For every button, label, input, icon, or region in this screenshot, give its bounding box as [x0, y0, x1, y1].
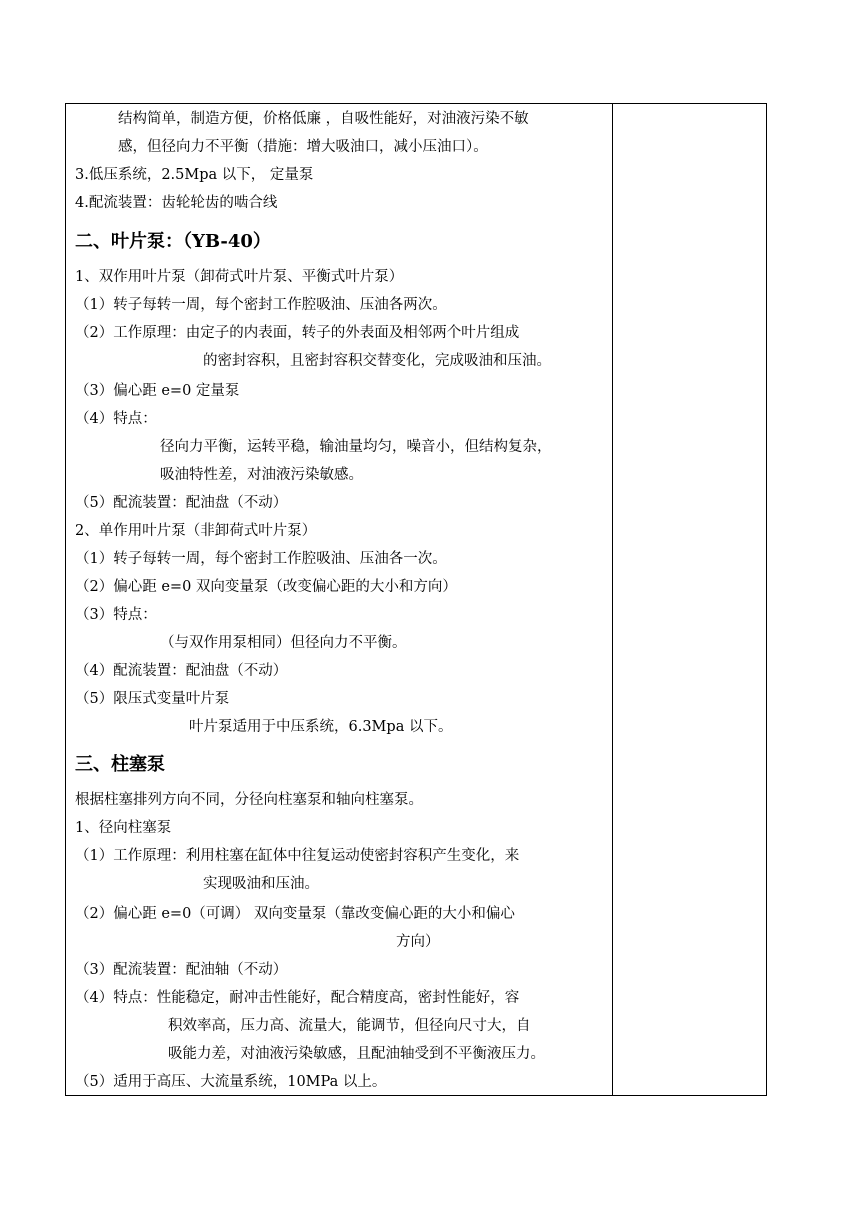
text-line: 径向力平衡，运转平稳，输油量均匀，噪音小，但结构复杂， [160, 439, 552, 455]
text-line: （3）特点： [75, 607, 157, 623]
text-line: 4.配流装置：齿轮轮齿的啮合线 [75, 195, 278, 211]
section-heading-vane-pump: 二、叶片泵：（YB-40） [75, 231, 271, 252]
text-line: （4）特点：性能稳定，耐冲击性能好，配合精度高，密封性能好，容 [75, 990, 520, 1006]
text-line: 吸能力差，对油液污染敏感，且配油轴受到不平衡液压力。 [168, 1046, 545, 1062]
text-line: 根据柱塞排列方向不同，分径向柱塞泵和轴向柱塞泵。 [75, 792, 423, 808]
text-line: 的密封容积，且密封容积交替变化，完成吸油和压油。 [203, 353, 551, 369]
text-line: （2）偏心距 e=0（可调） 双向变量泵（靠改变偏心距的大小和偏心 [75, 906, 515, 922]
text-line: 积效率高，压力高、流量大，能调节，但径向尺寸大，自 [168, 1018, 531, 1034]
text-line: （5）适用于高压、大流量系统，10MPa 以上。 [75, 1074, 387, 1090]
text-line: 1、径向柱塞泵 [75, 820, 172, 836]
text-line: （5）配流装置：配油盘（不动） [75, 495, 288, 511]
text-line: 感，但径向力不平衡（措施：增大吸油口，减小压油口）。 [118, 139, 488, 155]
text-line: 结构简单，制造方便，价格低廉 ，自吸性能好，对油液污染不敏 [118, 111, 529, 127]
text-line: （3）偏心距 e=0 定量泵 [75, 383, 240, 399]
text-line: （4）特点： [75, 411, 157, 427]
text-line: （2）偏心距 e=0 双向变量泵（改变偏心距的大小和方向） [75, 579, 457, 595]
text-line: （2）工作原理：由定子的内表面，转子的外表面及相邻两个叶片组成 [75, 325, 520, 341]
text-line: （4）配流装置：配油盘（不动） [75, 663, 288, 679]
document-table [65, 103, 767, 1096]
text-line: 3.低压系统，2.5Mpa 以下， 定量泵 [75, 167, 314, 183]
text-line: 1、双作用叶片泵（卸荷式叶片泵、平衡式叶片泵） [75, 269, 404, 285]
text-line: （与双作用泵相同）但径向力不平衡。 [160, 635, 407, 651]
text-line: 叶片泵适用于中压系统，6.3Mpa 以下。 [189, 719, 453, 735]
section-heading-piston-pump: 三、柱塞泵 [75, 754, 165, 775]
text-line: （1）工作原理：利用柱塞在缸体中往复运动使密封容积产生变化，来 [75, 848, 520, 864]
text-line: （5）限压式变量叶片泵 [75, 691, 230, 707]
text-line: （1）转子每转一周，每个密封工作腔吸油、压油各一次。 [75, 551, 447, 567]
text-line: （3）配流装置：配油轴（不动） [75, 962, 288, 978]
text-line: 2、单作用叶片泵（非卸荷式叶片泵） [75, 523, 317, 539]
text-line: 吸油特性差，对油液污染敏感。 [160, 467, 363, 483]
column-divider [612, 104, 613, 1095]
text-line: 方向） [396, 934, 440, 950]
text-line: （1）转子每转一周，每个密封工作腔吸油、压油各两次。 [75, 297, 447, 313]
text-line: 实现吸油和压油。 [203, 876, 319, 892]
